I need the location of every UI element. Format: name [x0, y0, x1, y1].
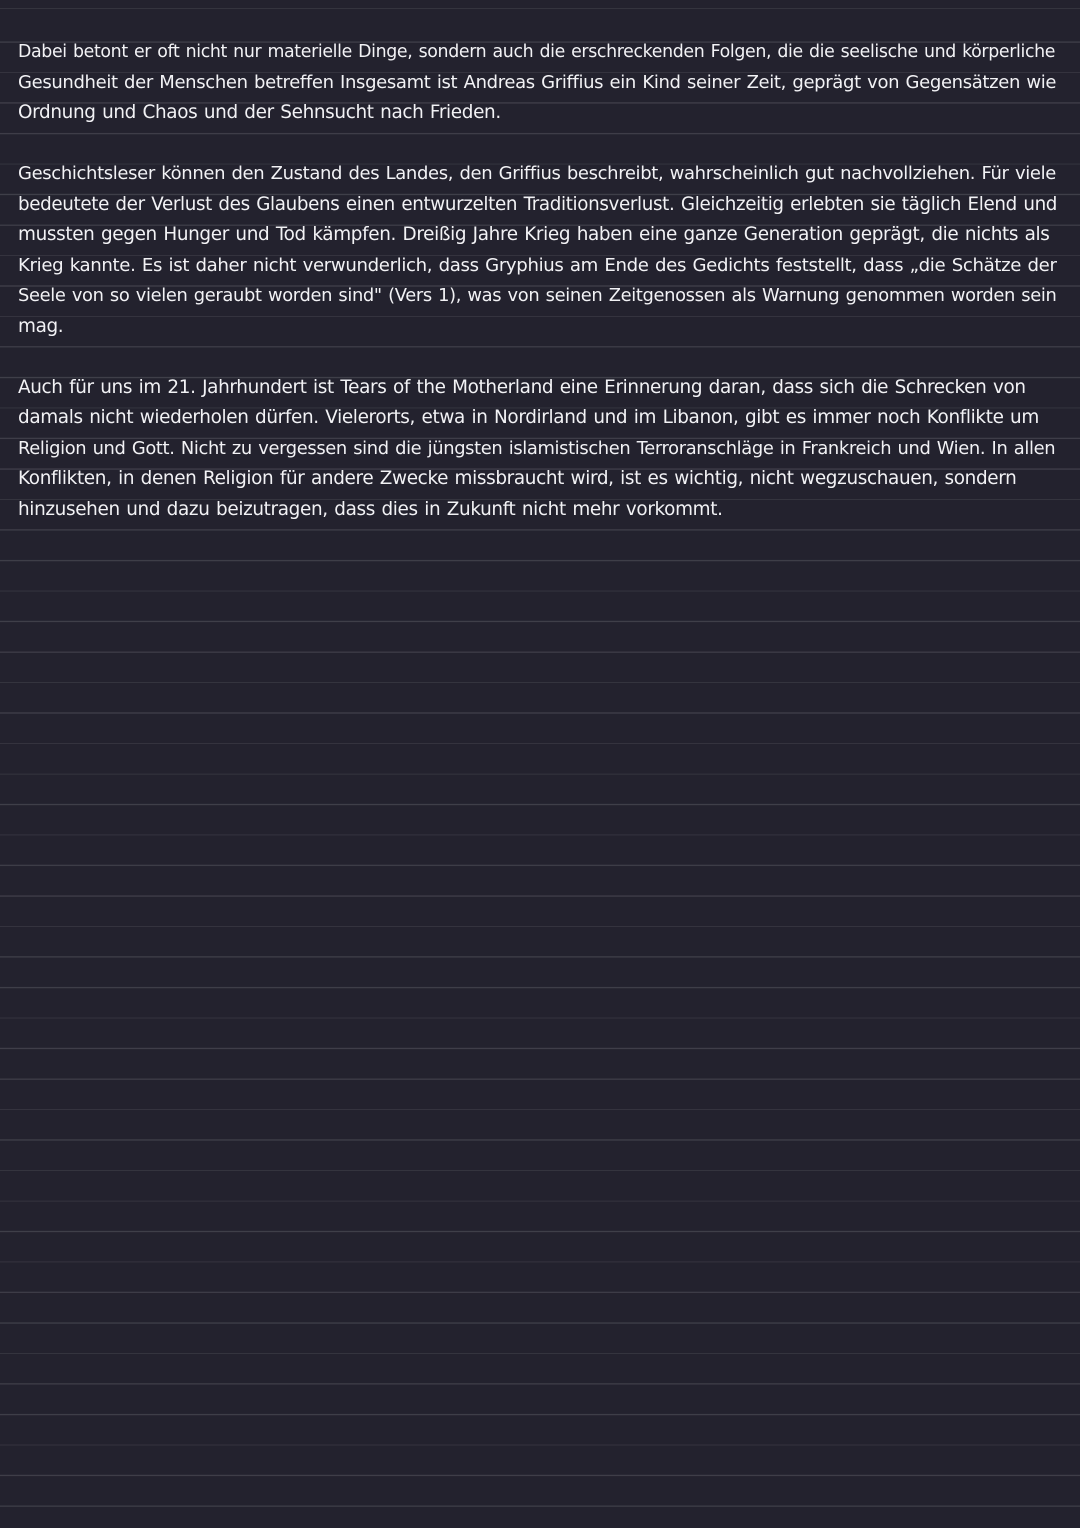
text-line: mussten gegen Hunger und Tod kämpfen. Dreißig Jahre Krieg haben eine ganze Generation geprägt, die nichts als: [18, 224, 1050, 245]
text-line: Dabei betont er oft nicht nur materielle Dinge, sondern auch die erschreckenden Folgen, die die seelische und körperliche: [18, 42, 1056, 62]
text-line: Auch für uns im 21. Jahrhundert ist Tears of the Motherland eine Erinnerung daran, dass sich die Schrecken von: [18, 376, 1026, 398]
document-body: [18, 37, 1062, 556]
text-line: bedeutete der Verlust des Glaubens einen entwurzelten Traditionsverlust. Gleichzeitig erlebten sie täglich Elend und: [18, 193, 1058, 215]
text-line: hinzusehen und dazu beizutragen, dass dies in Zukunft nicht mehr vorkommt.: [18, 498, 723, 520]
text-line: Gesundheit der Menschen betreffen Insgesamt ist Andreas Griffius ein Kind seiner Zeit, geprägt von Gegensätzen wie: [18, 71, 1057, 93]
text-line: Seele von so vielen geraubt worden sind" (Vers 1), was von seinen Zeitgenossen als Warnung genommen worden sein: [18, 285, 1057, 306]
paragraph-3: [18, 373, 1062, 526]
text-line: Geschichtsleser können den Zustand des Landes, den Griffius beschreibt, wahrscheinlich gut nachvollziehen. Für viele: [18, 163, 1056, 184]
text-line: Ordnung und Chaos und der Sehnsucht nach Frieden.: [18, 102, 501, 123]
text-line: Krieg kannte. Es ist daher nicht verwunderlich, dass Gryphius am Ende des Gedichts feststellt, dass „die Schätze der: [18, 254, 1057, 276]
paragraph-1: [18, 37, 1062, 129]
text-line: mag.: [18, 315, 64, 337]
paragraph-2: [18, 159, 1062, 342]
text-line: damals nicht wiederholen dürfen. Vielerorts, etwa in Nordirland und im Libanon, gibt es immer noch Konflikte um: [18, 407, 1039, 428]
text-line: Konflikten, in denen Religion für andere Zwecke missbraucht wird, ist es wichtig, nicht wegzuschauen, sondern: [18, 468, 1017, 489]
text-line: Religion und Gott. Nicht zu vergessen sind die jüngsten islamistischen Terroranschläge in Frankreich und Wien. In allen: [18, 437, 1056, 459]
